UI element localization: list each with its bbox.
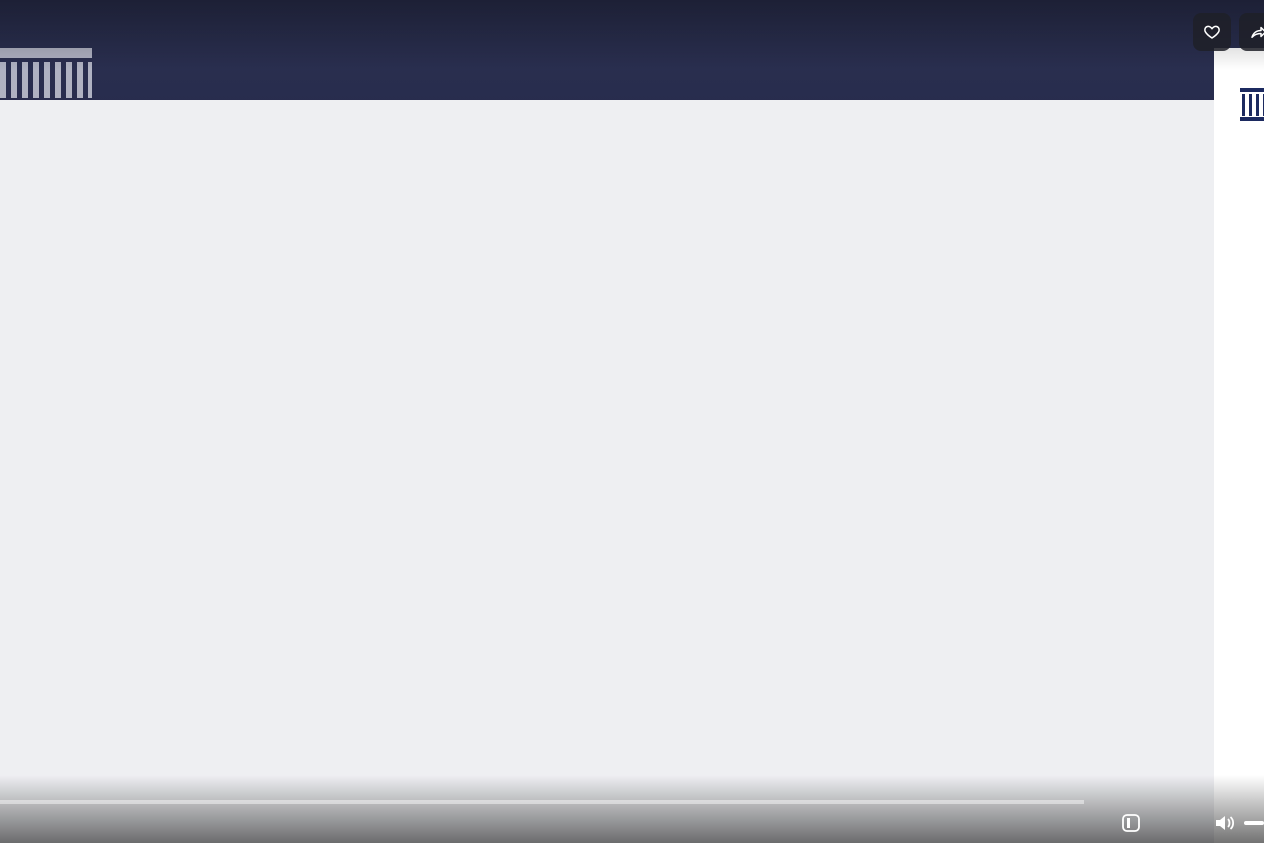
vk-video-icon [1122, 814, 1140, 832]
share-button[interactable] [1239, 13, 1264, 51]
volume-icon[interactable] [1214, 813, 1236, 833]
progress-bar[interactable] [0, 800, 1084, 804]
like-button[interactable] [1193, 13, 1231, 51]
heart-icon [1203, 23, 1221, 41]
volume-slider[interactable] [1244, 821, 1264, 825]
share-icon [1249, 23, 1264, 41]
building-icon [1240, 88, 1264, 122]
player-top-bar [0, 0, 1264, 70]
slide-background [0, 100, 1215, 843]
vk-video-brand[interactable] [1122, 813, 1145, 833]
player-controls [0, 775, 1264, 843]
slide-side-panel [1214, 48, 1264, 843]
